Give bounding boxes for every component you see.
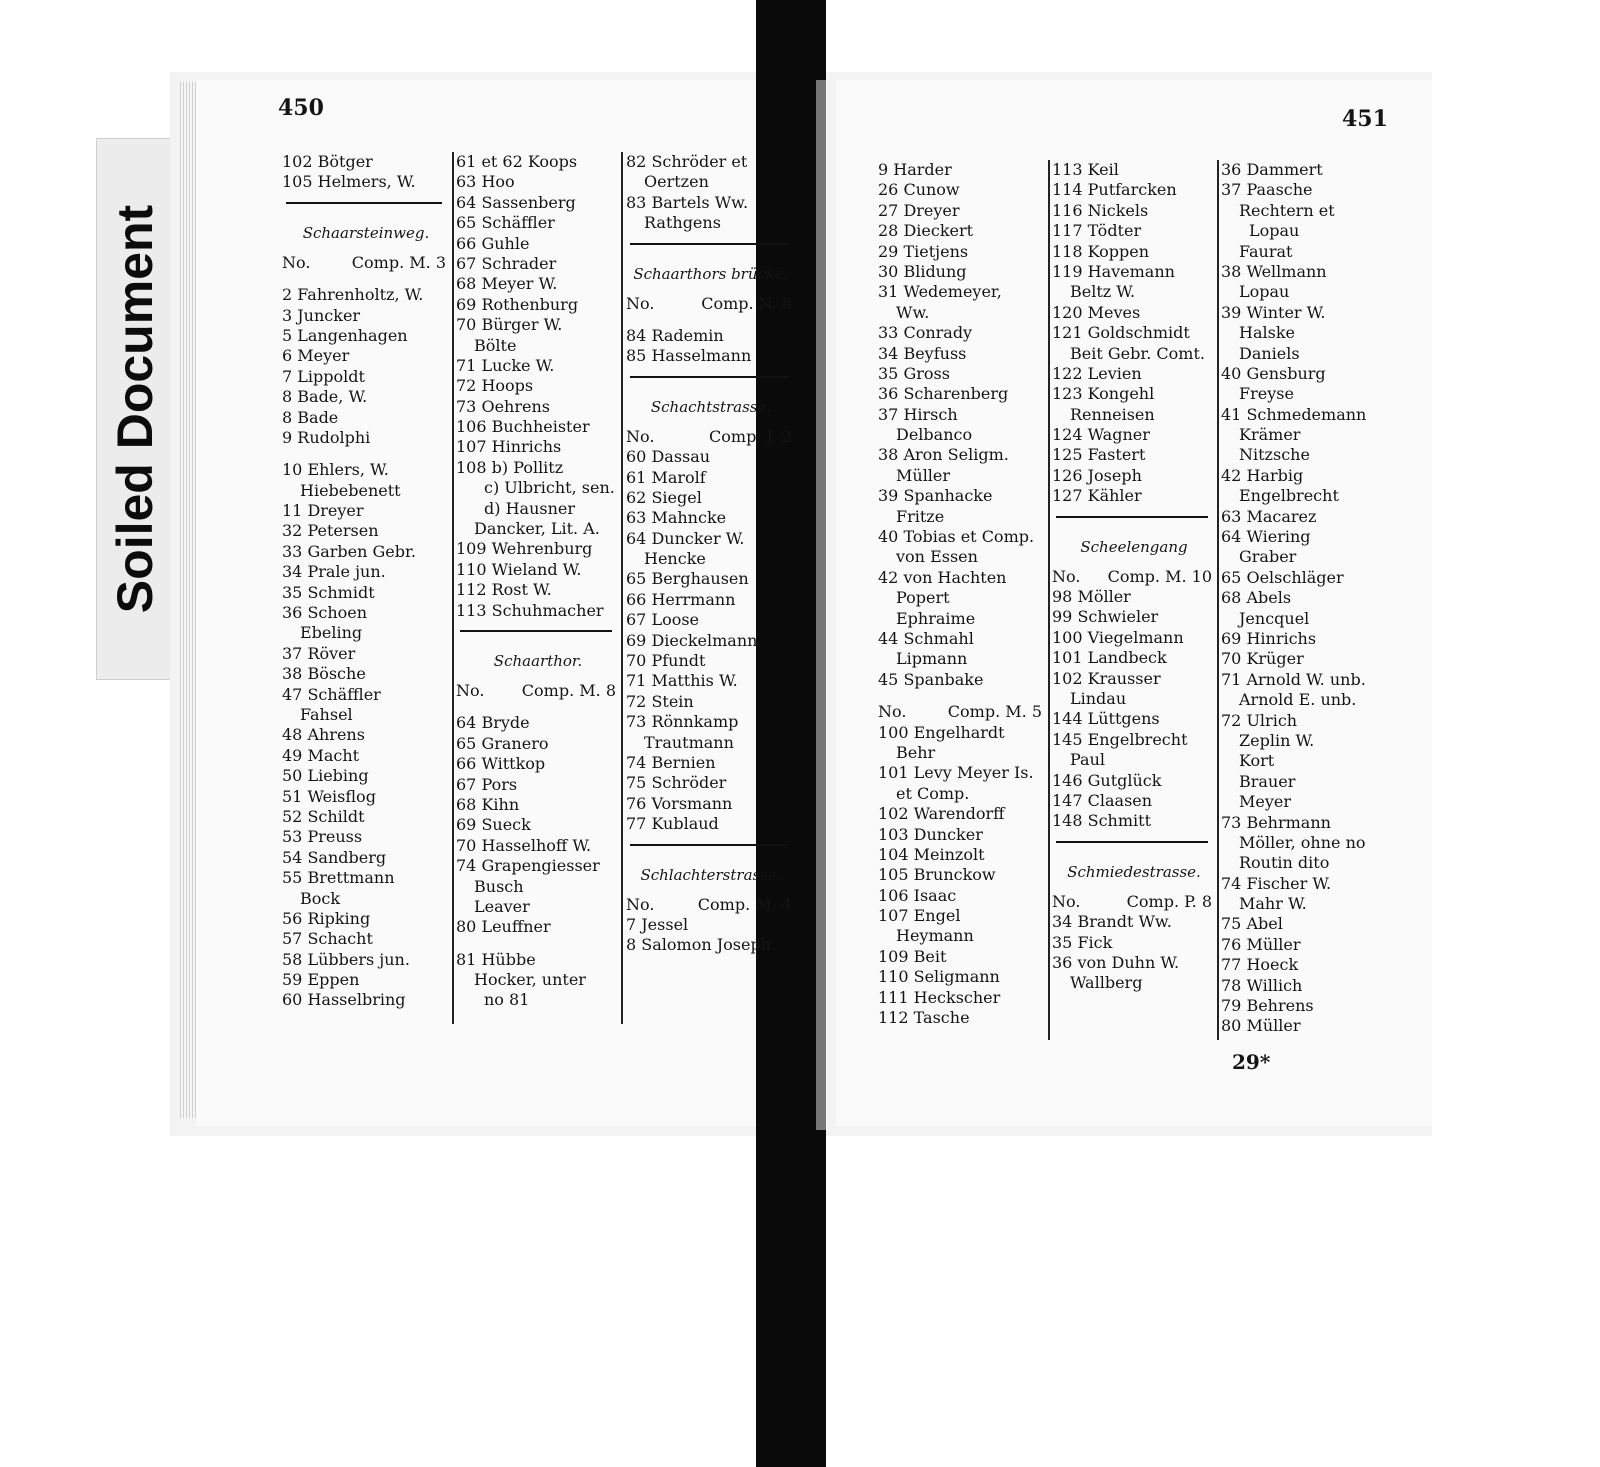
- directory-entry: 106 Buchheister: [456, 417, 590, 437]
- directory-entry: 39 Winter W.: [1221, 302, 1326, 322]
- spine-gutter: [816, 80, 826, 1130]
- directory-entry-continuation: Graber: [1239, 547, 1297, 567]
- column-rule: [452, 152, 454, 1024]
- directory-entry-continuation: von Essen: [896, 547, 978, 567]
- directory-entry: 40 Tobias et Comp.: [878, 527, 1035, 547]
- directory-column-left-3: [626, 152, 796, 956]
- directory-entry: 34 Brandt Ww.: [1052, 912, 1172, 932]
- directory-entry: 70 Pfundt: [626, 651, 706, 671]
- directory-entry: 42 Harbig: [1221, 465, 1304, 485]
- section-rule: [1052, 507, 1216, 527]
- directory-entry: 39 Spanhacke: [878, 486, 993, 506]
- directory-entry-continuation: Wallberg: [1070, 973, 1143, 993]
- company-header: [626, 294, 796, 314]
- directory-entry: 70 Bürger W.: [456, 315, 563, 335]
- spacer: [456, 938, 620, 950]
- spacer: [456, 701, 620, 713]
- directory-entry: 70 Hasselhoff W.: [456, 835, 592, 855]
- directory-entry: 47 Schäffler: [282, 684, 381, 704]
- company-header: [626, 895, 796, 915]
- directory-entry: 113 Keil: [1052, 160, 1119, 179]
- directory-entry: 48 Ahrens: [282, 725, 365, 745]
- directory-entry-continuation: Busch: [474, 876, 524, 896]
- company-label: Comp. M. 8: [521, 680, 616, 700]
- directory-entry-continuation: Paul: [1070, 750, 1106, 770]
- directory-entry-continuation: Leaver: [474, 896, 530, 916]
- directory-entry: 61 et 62 Koops: [456, 152, 578, 171]
- directory-entry: 108 b) Pollitz: [456, 457, 564, 477]
- directory-entry: 102 Bötger: [282, 152, 373, 171]
- directory-entry-continuation: Bock: [300, 888, 341, 908]
- directory-entry: 37 Röver: [282, 643, 356, 663]
- street-heading: Schaarthor.: [493, 651, 583, 670]
- directory-entry: 64 Sassenberg: [456, 192, 576, 212]
- stamp-label: Soiled Document: [107, 204, 163, 614]
- directory-entry: 71 Arnold W. unb.: [1221, 669, 1366, 689]
- directory-entry: 9 Harder: [878, 160, 952, 179]
- directory-entry: 49 Macht: [282, 745, 360, 765]
- directory-entry: 74 Bernien: [626, 752, 716, 772]
- directory-entry: 8 Salomon Joseph: [626, 935, 771, 955]
- directory-entry-continuation: d) Hausner: [484, 498, 575, 518]
- house-number-label: No.: [1052, 891, 1081, 911]
- directory-entry: 63 Macarez: [1221, 506, 1317, 526]
- directory-entry: 77 Kublaud: [626, 814, 719, 834]
- directory-entry: 54 Sandberg: [282, 847, 387, 867]
- directory-entry: 117 Tödter: [1052, 221, 1142, 241]
- directory-entry: 38 Wellmann: [1221, 261, 1327, 281]
- directory-entry-continuation: Faurat: [1239, 241, 1293, 261]
- house-number-label: No.: [626, 894, 655, 914]
- directory-entry: 69 Dieckelmann: [626, 630, 758, 650]
- directory-entry: 75 Schröder: [626, 773, 727, 793]
- section-rule: [626, 835, 796, 855]
- house-number-label: No.: [1052, 566, 1081, 586]
- directory-entry: 65 Berghausen: [626, 569, 749, 589]
- directory-entry: 110 Seligmann: [878, 967, 1000, 987]
- house-number-label: No.: [626, 293, 655, 313]
- directory-entry: 35 Schmidt: [282, 582, 375, 602]
- soiled-document-stamp: [96, 138, 174, 680]
- directory-entry: 73 Oehrens: [456, 396, 550, 416]
- directory-column-right-1: [878, 160, 1046, 1028]
- directory-entry: 71 Matthis W.: [626, 671, 738, 691]
- directory-entry: 107 Hinrichs: [456, 437, 562, 457]
- directory-entry: 102 Krausser: [1052, 668, 1161, 688]
- directory-entry: 7 Jessel: [626, 914, 689, 934]
- directory-entry-continuation: Lopau: [1239, 282, 1290, 302]
- directory-entry: 71 Lucke W.: [456, 355, 555, 375]
- street-heading: Schaarsteinweg.: [302, 223, 430, 242]
- directory-entry-continuation: et Comp.: [896, 783, 970, 803]
- house-number-label: No.: [456, 680, 485, 700]
- directory-entry: 148 Schmitt: [1052, 811, 1151, 831]
- directory-entry: 68 Abels: [1221, 588, 1292, 608]
- directory-entry: 109 Beit: [878, 946, 947, 966]
- directory-entry: 145 Engelbrecht: [1052, 729, 1188, 749]
- directory-entry-continuation: Meyer: [1239, 792, 1292, 812]
- directory-entry: 106 Isaac: [878, 885, 957, 905]
- directory-entry-continuation: Jencquel: [1239, 608, 1310, 628]
- directory-entry: 67 Loose: [626, 610, 700, 630]
- directory-entry-continuation: Ephraime: [896, 608, 976, 628]
- directory-entry: 44 Schmahl: [878, 628, 974, 648]
- directory-entry: 111 Heckscher: [878, 987, 1001, 1007]
- directory-entry: 63 Mahncke: [626, 508, 727, 528]
- directory-entry: 28 Dieckert: [878, 221, 974, 241]
- directory-entry-continuation: Ebeling: [300, 623, 363, 643]
- directory-entry: 37 Hirsch: [878, 404, 958, 424]
- directory-entry: 126 Joseph: [1052, 465, 1142, 485]
- directory-entry: 116 Nickels: [1052, 200, 1149, 220]
- directory-entry-continuation: Fritze: [896, 506, 945, 526]
- directory-entry: 30 Blidung: [878, 261, 967, 281]
- directory-entry: 81 Hübbe: [456, 949, 536, 969]
- directory-entry-continuation: Nitzsche: [1239, 445, 1310, 465]
- company-label: Comp. N. 8: [701, 293, 792, 313]
- directory-entry-continuation: Renneisen: [1070, 404, 1155, 424]
- directory-entry: 40 Gensburg: [1221, 363, 1326, 383]
- directory-entry-continuation: c) Ulbricht, sen.: [484, 478, 615, 498]
- directory-entry: 58 Lübbers jun.: [282, 949, 410, 969]
- directory-entry: 36 Scharenberg: [878, 384, 1009, 404]
- directory-entry: 110 Wieland W.: [456, 559, 582, 579]
- directory-entry: 98 Möller: [1052, 587, 1131, 607]
- directory-entry: 104 Meinzolt: [878, 844, 985, 864]
- street-heading: Scheelengang: [1080, 537, 1188, 556]
- directory-entry: 36 Dammert: [1221, 160, 1323, 179]
- directory-entry: 51 Weisflog: [282, 786, 376, 806]
- directory-entry: 65 Granero: [456, 733, 549, 753]
- directory-entry-continuation: Daniels: [1239, 343, 1300, 363]
- directory-entry-continuation: Lipmann: [896, 649, 968, 669]
- spacer: [878, 690, 1046, 702]
- directory-entry: 9 Rudolphi: [282, 427, 371, 447]
- directory-entry: 72 Stein: [626, 691, 694, 711]
- directory-entry-continuation: Rechtern et: [1239, 200, 1335, 220]
- directory-entry: 8 Bade, W.: [282, 387, 368, 407]
- directory-entry: 99 Schwieler: [1052, 607, 1159, 627]
- directory-entry-continuation: Rathgens: [644, 213, 721, 233]
- directory-entry: 27 Dreyer: [878, 200, 960, 220]
- directory-entry: 147 Claasen: [1052, 790, 1153, 810]
- section-rule: [456, 621, 620, 641]
- directory-entry: 68 Kihn: [456, 794, 520, 814]
- directory-entry: 121 Goldschmidt: [1052, 323, 1190, 343]
- directory-entry: 80 Leuffner: [456, 917, 551, 937]
- signature-mark: 29*: [1232, 1050, 1271, 1074]
- directory-entry-continuation: Bölte: [474, 335, 517, 355]
- company-label: Comp. M. 4: [697, 894, 792, 914]
- directory-entry: 26 Cunow: [878, 180, 960, 200]
- directory-entry-continuation: Hiebebenett: [300, 480, 401, 500]
- directory-entry-continuation: Kort: [1239, 751, 1275, 771]
- directory-entry: 113 Schuhmacher: [456, 600, 604, 620]
- directory-entry: 67 Pors: [456, 774, 518, 794]
- page-number-left: 450: [278, 95, 324, 121]
- directory-entry: 55 Brettmann: [282, 868, 395, 888]
- directory-entry-continuation: Möller, ohne no: [1239, 832, 1366, 852]
- company-header: [1052, 567, 1216, 587]
- street-heading: Schachtstrasse.: [650, 397, 772, 416]
- directory-entry: 66 Wittkop: [456, 754, 546, 774]
- directory-entry: 112 Rost W.: [456, 580, 552, 600]
- directory-entry: 69 Hinrichs: [1221, 628, 1317, 648]
- directory-entry-continuation: Mahr W.: [1239, 894, 1307, 914]
- directory-entry: 5 Langenhagen: [282, 325, 408, 345]
- directory-entry: 38 Aron Seligm.: [878, 445, 1009, 465]
- directory-entry: 56 Ripking: [282, 908, 371, 928]
- company-label: Comp. J. 2: [709, 426, 792, 446]
- directory-entry: 75 Abel: [1221, 914, 1283, 934]
- directory-entry: 7 Lippoldt: [282, 366, 365, 386]
- directory-entry: 109 Wehrenburg: [456, 539, 593, 559]
- directory-entry-continuation: Delbanco: [896, 425, 973, 445]
- directory-entry: 72 Hoops: [456, 376, 534, 396]
- directory-entry-continuation: Beltz W.: [1070, 282, 1136, 302]
- directory-entry: 73 Rönnkamp: [626, 712, 739, 732]
- directory-entry: 103 Duncker: [878, 824, 983, 844]
- directory-entry: 37 Paasche: [1221, 180, 1313, 200]
- directory-entry: 102 Warendorff: [878, 804, 1005, 824]
- directory-entry-continuation: Routin dito: [1239, 853, 1330, 873]
- directory-entry-continuation: Lindau: [1070, 688, 1127, 708]
- directory-entry: 35 Fick: [1052, 932, 1113, 952]
- street-heading: Schmiedestrasse.: [1067, 862, 1201, 881]
- directory-column-right-3: [1221, 160, 1389, 1037]
- directory-entry: 74 Fischer W.: [1221, 873, 1332, 893]
- company-header: [626, 427, 796, 447]
- directory-entry: 125 Fastert: [1052, 445, 1146, 465]
- directory-entry-continuation: Fahsel: [300, 704, 353, 724]
- directory-entry-continuation: Krämer: [1239, 425, 1301, 445]
- directory-entry: 101 Levy Meyer Is.: [878, 763, 1034, 783]
- directory-entry: 114 Putfarcken: [1052, 180, 1177, 200]
- directory-entry: 70 Krüger: [1221, 649, 1304, 669]
- page-number-right: 451: [1342, 106, 1388, 132]
- company-header: [1052, 892, 1216, 912]
- directory-entry: 57 Schacht: [282, 929, 373, 949]
- directory-entry: 65 Oelschläger: [1221, 567, 1344, 587]
- house-number-label: No.: [626, 426, 655, 446]
- directory-entry: 107 Engel: [878, 906, 961, 926]
- directory-entry: 68 Meyer W.: [456, 274, 558, 294]
- directory-entry: 60 Hasselbring: [282, 990, 406, 1010]
- directory-entry: 69 Sueck: [456, 815, 531, 835]
- directory-entry: 42 von Hachten: [878, 567, 1007, 587]
- section-rule: [626, 367, 796, 387]
- company-header: [878, 702, 1046, 722]
- directory-entry: 34 Prale jun.: [282, 562, 386, 582]
- directory-entry: 6 Meyer: [282, 346, 350, 366]
- directory-entry: 64 Bryde: [456, 713, 530, 733]
- directory-entry: 29 Tietjens: [878, 241, 969, 261]
- directory-entry: 73 Behrmann: [1221, 812, 1331, 832]
- directory-entry-continuation: Beit Gebr. Comt.: [1070, 343, 1205, 363]
- spacer: [282, 448, 450, 460]
- directory-entry: 74 Grapengiesser: [456, 856, 600, 876]
- directory-entry: 38 Bösche: [282, 664, 366, 684]
- directory-entry-continuation: Dancker, Lit. A.: [474, 519, 600, 539]
- directory-entry: 76 Vorsmann: [626, 793, 733, 813]
- directory-entry-continuation: Arnold E. unb.: [1239, 690, 1357, 710]
- directory-entry: 112 Tasche: [878, 1008, 970, 1028]
- directory-entry: 60 Dassau: [626, 447, 711, 467]
- directory-entry: 62 Siegel: [626, 487, 702, 507]
- directory-entry: 36 von Duhn W.: [1052, 952, 1180, 972]
- directory-column-left-2: [456, 152, 620, 1011]
- company-label: Comp. M. 5: [947, 702, 1042, 722]
- directory-entry-continuation: Engelbrecht: [1239, 486, 1339, 506]
- directory-entry: 52 Schildt: [282, 806, 365, 826]
- directory-entry: 105 Helmers, W.: [282, 172, 416, 192]
- directory-entry: 41 Schmedemann: [1221, 404, 1367, 424]
- directory-entry: 31 Wedemeyer,: [878, 282, 1002, 302]
- directory-column-left-1: [282, 152, 450, 1011]
- section-rule: [282, 193, 450, 213]
- directory-entry: 144 Lüttgens: [1052, 709, 1160, 729]
- directory-entry: 78 Willich: [1221, 975, 1303, 995]
- company-label: Comp. P. 8: [1126, 891, 1212, 911]
- directory-entry: 85 Hasselmann: [626, 346, 752, 366]
- directory-entry: 69 Rothenburg: [456, 294, 579, 314]
- directory-entry: 33 Conrady: [878, 323, 973, 343]
- directory-entry: 80 Müller: [1221, 1016, 1301, 1036]
- directory-entry: 76 Müller: [1221, 934, 1301, 954]
- directory-entry: 77 Hoeck: [1221, 955, 1299, 975]
- directory-entry-continuation: Halske: [1239, 323, 1295, 343]
- directory-entry: 83 Bartels Ww.: [626, 192, 749, 212]
- directory-entry-continuation: Heymann: [896, 926, 974, 946]
- directory-entry: 32 Petersen: [282, 521, 379, 541]
- directory-entry-continuation: Behr: [896, 742, 936, 762]
- directory-entry: 122 Levien: [1052, 363, 1142, 383]
- street-heading: Schlachterstrasse.: [640, 865, 782, 884]
- directory-entry-continuation: no 81: [484, 990, 530, 1010]
- company-header: [456, 681, 620, 701]
- directory-entry-continuation: Lopau: [1249, 221, 1300, 241]
- directory-entry-continuation: Müller: [896, 465, 951, 485]
- directory-entry-continuation: Ww.: [896, 302, 930, 322]
- directory-entry: 63 Hoo: [456, 172, 515, 192]
- directory-entry: 146 Gutglück: [1052, 770, 1162, 790]
- directory-entry: 64 Wiering: [1221, 527, 1311, 547]
- directory-entry: 35 Gross: [878, 363, 950, 383]
- directory-entry: 50 Liebing: [282, 766, 369, 786]
- directory-entry: 66 Herrmann: [626, 589, 736, 609]
- directory-entry: 53 Preuss: [282, 827, 363, 847]
- directory-entry-continuation: Oertzen: [644, 172, 709, 192]
- directory-entry-continuation: Popert: [896, 588, 950, 608]
- directory-entry: 61 Marolf: [626, 467, 706, 487]
- street-heading: Schaarthors brücke.: [633, 264, 789, 283]
- directory-entry: 11 Dreyer: [282, 501, 364, 521]
- directory-entry-continuation: Hencke: [644, 549, 706, 569]
- column-rule: [621, 152, 623, 1024]
- directory-entry: 72 Ulrich: [1221, 710, 1298, 730]
- directory-entry: 119 Havemann: [1052, 261, 1175, 281]
- directory-entry: 36 Schoen: [282, 603, 368, 623]
- directory-entry: 101 Landbeck: [1052, 648, 1167, 668]
- directory-entry: 82 Schröder et: [626, 152, 748, 171]
- directory-entry: 118 Koppen: [1052, 241, 1150, 261]
- directory-entry: 84 Rademin: [626, 325, 724, 345]
- company-label: Comp. M. 10: [1107, 566, 1212, 586]
- directory-entry: 45 Spanbake: [878, 669, 984, 689]
- directory-entry: 33 Garben Gebr.: [282, 541, 416, 561]
- directory-entry: 127 Kähler: [1052, 486, 1142, 506]
- spacer: [626, 314, 796, 326]
- section-rule: [626, 234, 796, 254]
- column-rule: [1048, 160, 1050, 1040]
- directory-entry: 3 Juncker: [282, 305, 361, 325]
- directory-entry: 10 Ehlers, W.: [282, 460, 389, 480]
- directory-entry: 124 Wagner: [1052, 425, 1150, 445]
- directory-entry: 59 Eppen: [282, 970, 360, 990]
- directory-entry: 123 Kongehl: [1052, 384, 1155, 404]
- directory-entry-continuation: Brauer: [1239, 771, 1296, 791]
- directory-entry: 66 Guhle: [456, 233, 530, 253]
- directory-entry: 79 Behrens: [1221, 996, 1314, 1016]
- company-label: Comp. M. 3: [351, 252, 446, 272]
- directory-entry: 8 Bade: [282, 407, 339, 427]
- spacer: [282, 273, 450, 285]
- directory-column-right-2: [1052, 160, 1216, 994]
- directory-entry: 34 Beyfuss: [878, 343, 967, 363]
- directory-entry-continuation: Zeplin W.: [1239, 730, 1315, 750]
- house-number-label: No.: [878, 702, 907, 722]
- directory-entry: 67 Schrader: [456, 253, 557, 273]
- company-header: [282, 253, 450, 273]
- directory-entry-continuation: Hocker, unter: [474, 970, 586, 990]
- section-rule: [1052, 832, 1216, 852]
- directory-entry: 100 Engelhardt: [878, 722, 1005, 742]
- column-rule: [1217, 160, 1219, 1040]
- directory-entry: 105 Brunckow: [878, 865, 996, 885]
- directory-entry-continuation: Freyse: [1239, 384, 1294, 404]
- directory-entry: 100 Viegelmann: [1052, 627, 1184, 647]
- directory-entry: 65 Schäffler: [456, 213, 555, 233]
- directory-entry: 64 Duncker W.: [626, 528, 745, 548]
- house-number-label: No.: [282, 252, 311, 272]
- directory-entry-continuation: Trautmann: [644, 732, 734, 752]
- directory-entry: 120 Meves: [1052, 302, 1141, 322]
- directory-entry: 2 Fahrenholtz, W.: [282, 285, 424, 305]
